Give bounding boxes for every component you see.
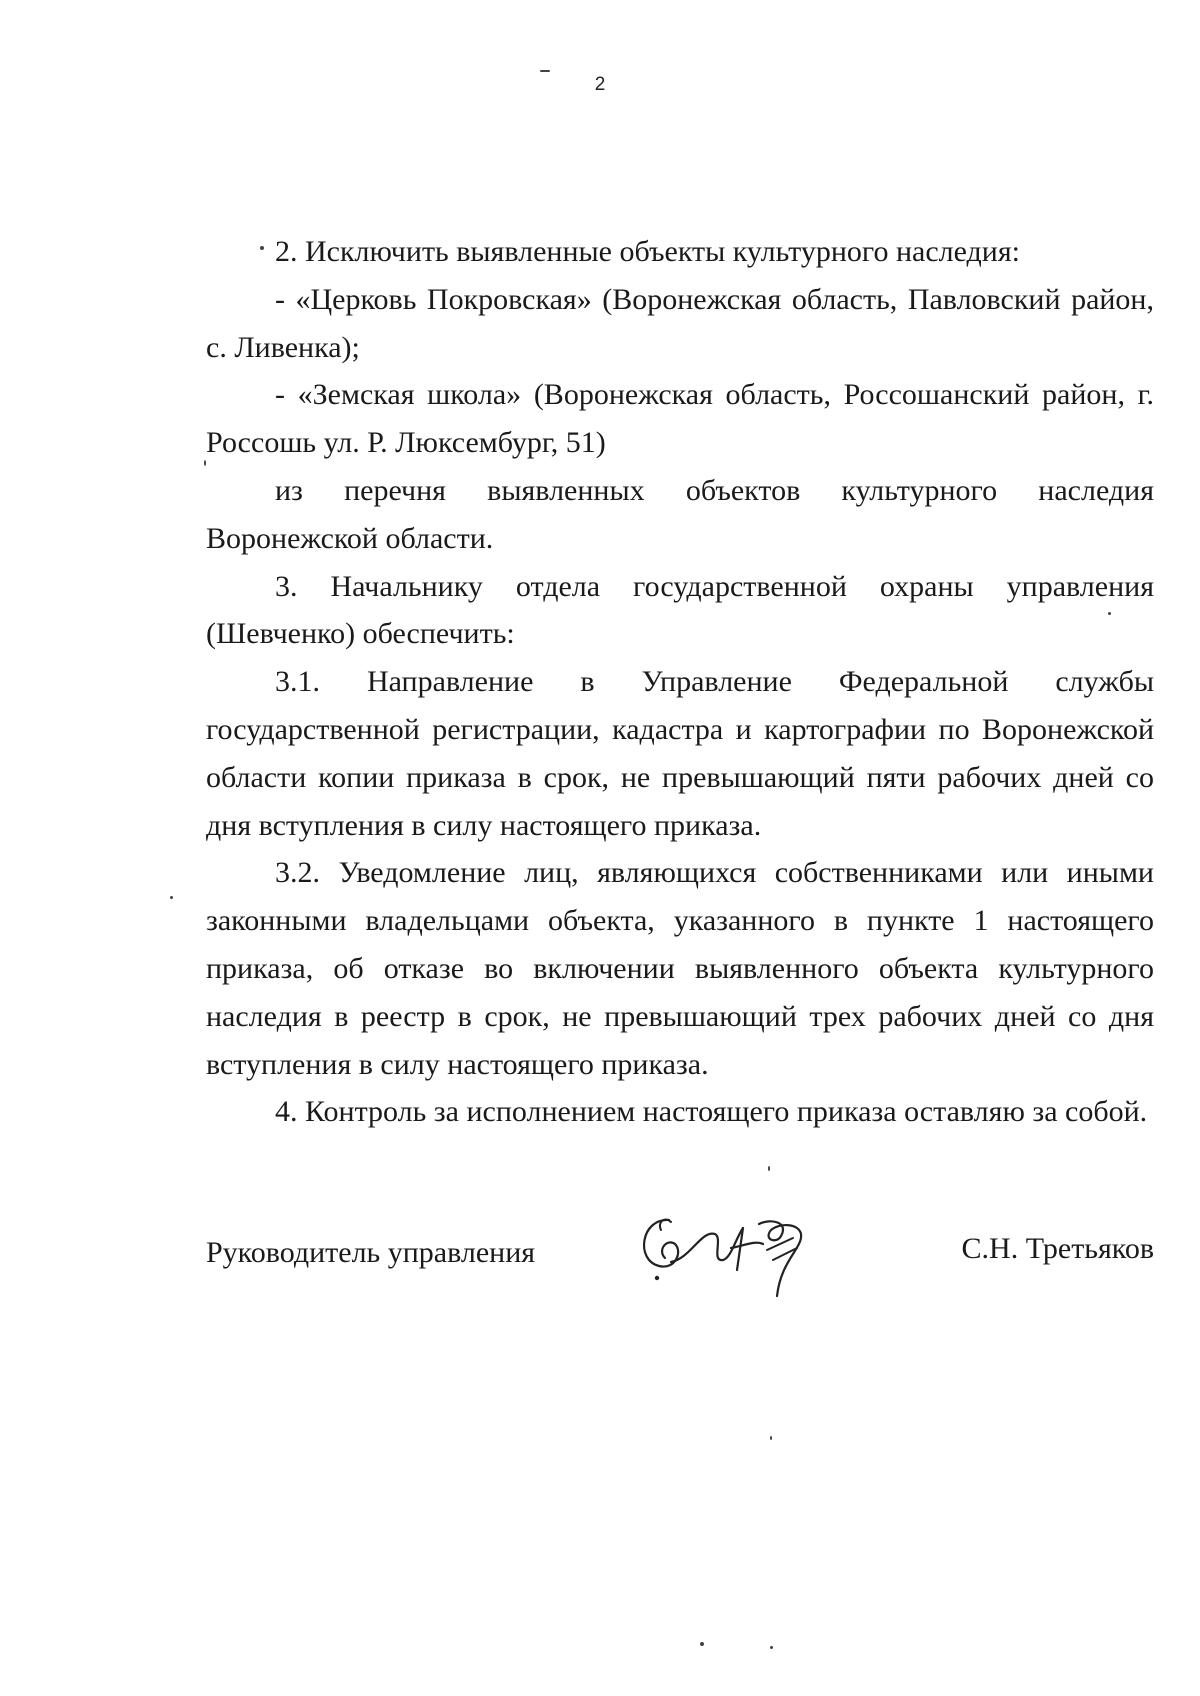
signature-block bbox=[206, 1200, 1154, 1320]
signatory-name: С.Н. Третьяков bbox=[961, 1232, 1154, 1265]
document-body bbox=[206, 228, 1154, 1136]
scan-artifact bbox=[260, 246, 264, 250]
scan-artifact bbox=[770, 1646, 773, 1649]
paragraph-item-4: 4. Контроль за исполнением настоящего приказа оставляю за собой. bbox=[275, 1095, 1148, 1129]
page-number: 2 bbox=[594, 74, 606, 95]
scan-artifact bbox=[770, 1436, 772, 1440]
paragraph-item-3: 3. Начальнику отдела государственной охраны управления (Шевченко) обеспечить: bbox=[206, 569, 1154, 651]
scan-artifact bbox=[170, 896, 173, 899]
scan-artifact bbox=[204, 460, 206, 466]
scan-artifact bbox=[768, 1166, 770, 1171]
scan-artifact bbox=[700, 1642, 704, 1646]
scan-artifact bbox=[540, 70, 550, 72]
paragraph-list-reference: из перечня выявленных объектов культурного наследия Воронежской области. bbox=[206, 473, 1154, 555]
handwritten-signature bbox=[631, 1200, 821, 1310]
paragraph-item-2: 2. Исключить выявленные объекты культурного наследия: bbox=[275, 235, 1020, 268]
paragraph-item-3-2: 3.2. Уведомление лиц, являющихся собственниками или иными законными владельцами объекта, указанного в пункте 1 настоящего приказа, об отказе во включении выявленного объекта культурного наследия в реестр в срок, не превышающий трех рабочих дней со дня вступления в силу настоящего приказа. bbox=[206, 856, 1154, 1081]
signatory-position: Руководитель управления bbox=[206, 1236, 536, 1269]
paragraph-school: - «Земская школа» (Воронежская область, Россошанский район, г. Россошь ул. Р. Люксембург, 51) bbox=[206, 378, 1154, 460]
paragraph-item-3-1: 3.1. Направление в Управление Федеральной службы государственной регистрации, кадастра и картографии по Воронежской области копии приказа в срок, не превышающий пяти рабочих дней со дня вступления в силу настоящего приказа. bbox=[206, 665, 1154, 842]
scan-artifact bbox=[1108, 612, 1111, 615]
paragraph-church: - «Церковь Покровская» (Воронежская область, Павловский район, с. Ливенка); bbox=[206, 282, 1154, 364]
